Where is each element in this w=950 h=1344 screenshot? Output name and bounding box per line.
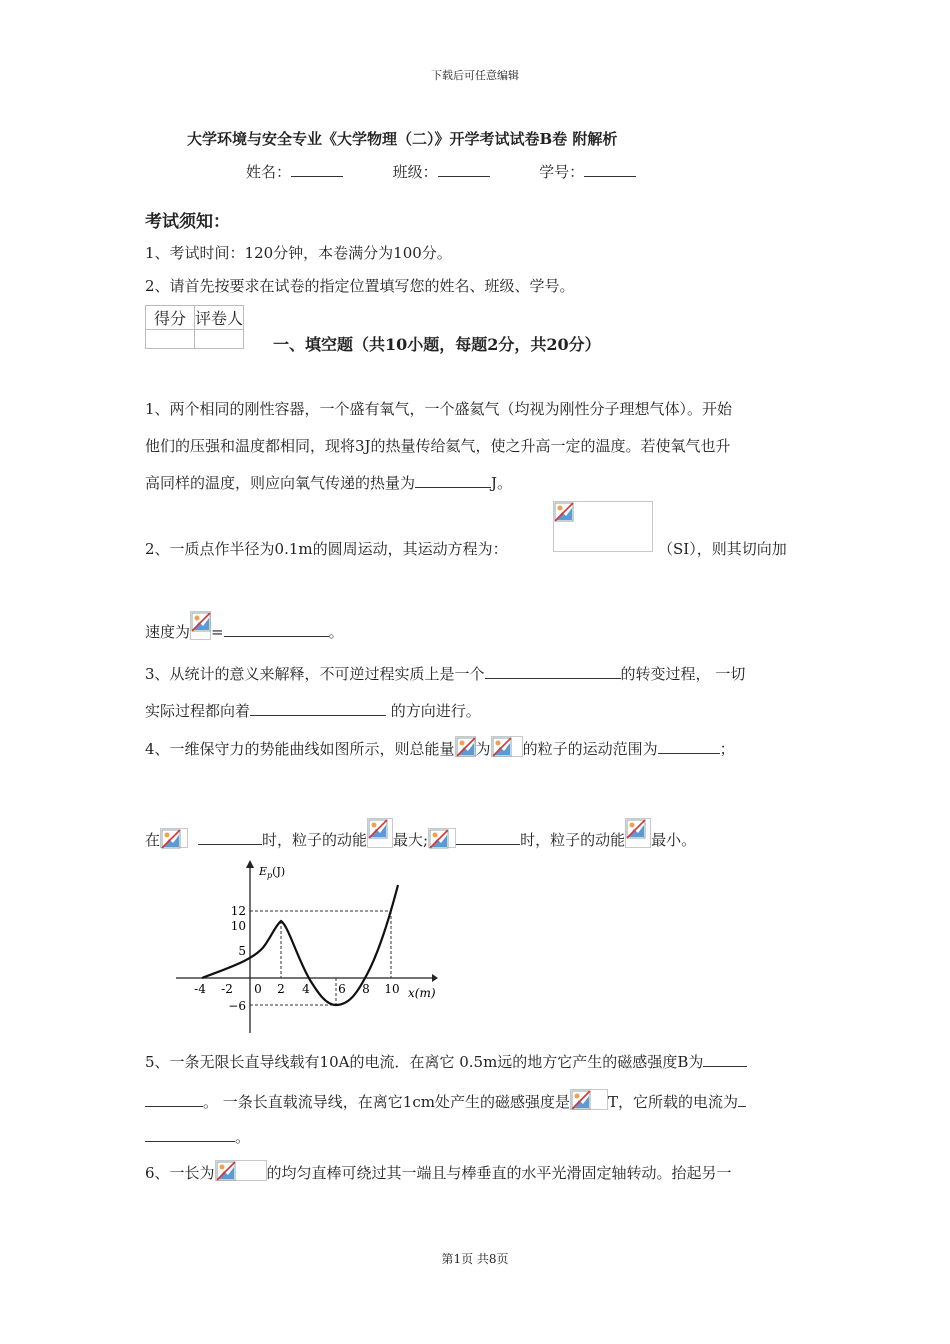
- equation-image: [553, 501, 653, 552]
- q3-text: 3、从统计的意义来解释，不可逆过程实质上是一个: [145, 665, 485, 683]
- q6-line: [145, 1160, 732, 1183]
- x-tick-label: 4: [302, 982, 310, 996]
- y-tick-label: 12: [230, 904, 246, 918]
- q1-blank[interactable]: [415, 486, 491, 488]
- q3-blank[interactable]: [485, 677, 621, 679]
- grader-cell[interactable]: [195, 330, 244, 349]
- q1-line: [145, 472, 512, 493]
- q2-text: 速度为: [145, 623, 191, 641]
- q5-line: [145, 1051, 747, 1072]
- q3-text: 实际过程都向着: [145, 702, 251, 720]
- q1-unit: J。: [491, 474, 513, 492]
- student-info-row: [246, 161, 636, 182]
- notice-heading: 考试须知：: [145, 212, 230, 232]
- equation-image: [625, 818, 651, 848]
- q5-text: 5、一条无限长直导线载有10A的电流．在离它 0.5m远的地方它产生的磁感强度B为: [145, 1053, 704, 1071]
- q4-text: 最小。: [651, 831, 697, 849]
- equation-image: [455, 736, 476, 757]
- q2-text: =: [211, 623, 224, 641]
- y-tick-label: −6: [228, 999, 246, 1013]
- q5-text: 。: [235, 1128, 251, 1146]
- score-cell[interactable]: [146, 330, 195, 349]
- q4-line: [145, 818, 696, 850]
- q5-line: [145, 1089, 746, 1112]
- q4-blank[interactable]: [658, 752, 720, 754]
- q3-line: [145, 663, 745, 684]
- x-axis-label: x(m): [408, 986, 436, 1000]
- q2-blank[interactable]: [224, 635, 329, 637]
- broken-image-icon: [492, 737, 512, 757]
- q2-text: 2、一质点作半径为0.1m的圆周运动，其运动方程为：: [145, 540, 508, 558]
- score-header: 得分: [146, 306, 195, 330]
- q6-text: 6、一长为: [145, 1164, 215, 1182]
- equation-image: [570, 1089, 608, 1110]
- x-tick-label: 8: [362, 982, 370, 996]
- y-axis-arrow: [246, 860, 254, 868]
- x-tick-label: 0: [254, 982, 262, 996]
- q4-line: [145, 736, 735, 759]
- student-id-blank[interactable]: [584, 175, 636, 177]
- x-tick-label: 6: [338, 982, 346, 996]
- equation-image: [367, 818, 393, 848]
- grader-header: 评卷人: [195, 306, 244, 330]
- q3-blank[interactable]: [250, 714, 386, 716]
- name-blank[interactable]: [291, 175, 343, 177]
- broken-image-icon: [571, 1090, 591, 1110]
- equation-image: [491, 736, 523, 757]
- x-tick-label: 2: [277, 982, 285, 996]
- equation-image: [160, 828, 188, 848]
- broken-image-icon: [429, 829, 449, 849]
- notice-item: 2、请首先按要求在试卷的指定位置填写您的姓名、班级、学号。: [145, 277, 575, 295]
- q4-text: 在: [145, 831, 161, 849]
- q4-text: 时，粒子的动能: [262, 831, 368, 849]
- x-axis-arrow: [432, 974, 438, 982]
- q4-text: 为: [475, 740, 491, 758]
- section-heading: 一、填空题（共10小题，每题2分，共20分）: [273, 335, 601, 354]
- q2-line: [145, 611, 344, 642]
- y-tick-label: 5: [238, 944, 246, 958]
- broken-image-icon: [161, 829, 181, 849]
- equation-image: [215, 1160, 267, 1181]
- broken-image-icon: [456, 737, 476, 757]
- equation-image: [190, 611, 211, 640]
- q4-blank[interactable]: [456, 843, 520, 845]
- class-blank[interactable]: [438, 175, 490, 177]
- q1-line: 他们的压强和温度都相同，现将3J的热量传给氦气，使之升高一定的温度。若使氧气也升: [145, 437, 731, 455]
- q1-text: 高同样的温度，则应向氧气传递的热量为: [145, 474, 416, 492]
- q4-text: 最大;: [393, 831, 429, 849]
- q5-text: 。 一条长直载流导线，在离它1cm处产生的磁感强度是: [203, 1093, 570, 1111]
- q5-line: [145, 1126, 250, 1147]
- q4-text: 时，粒子的动能: [520, 831, 626, 849]
- q5-blank[interactable]: [738, 1105, 746, 1107]
- score-table: [145, 305, 244, 349]
- student-id-label: 学号：: [539, 163, 585, 181]
- q2-text: （SI），则其切向加: [658, 540, 787, 558]
- page-header: 下载后可任意编辑: [431, 69, 519, 82]
- q2-text: 。: [328, 623, 344, 641]
- y-axis-label: $E_p(J)$: [259, 865, 286, 880]
- broken-image-icon: [191, 612, 211, 632]
- notice-item: 1、考试时间：120分钟，本卷满分为100分。: [145, 244, 452, 262]
- q3-line: [145, 700, 481, 721]
- broken-image-icon: [626, 819, 646, 839]
- q5-blank[interactable]: [703, 1065, 747, 1067]
- q5-text: T，它所载的电流为: [607, 1093, 738, 1111]
- q4-blank[interactable]: [198, 843, 262, 845]
- page-footer: 第1页 共8页: [441, 1252, 509, 1266]
- x-tick-label: -2: [221, 982, 233, 996]
- broken-image-icon: [368, 819, 388, 839]
- class-label: 班级：: [392, 163, 438, 181]
- q5-blank[interactable]: [145, 1105, 203, 1107]
- equation-image: [428, 828, 456, 848]
- potential-energy-graph: [170, 855, 440, 1035]
- q1-line: 1、两个相同的刚性容器，一个盛有氧气，一个盛氦气（均视为刚性分子理想气体）。开始: [145, 400, 733, 418]
- x-tick-label: -4: [194, 982, 206, 996]
- q6-text: 的均匀直棒可绕过其一端且与棒垂直的水平光滑固定轴转动。抬起另一: [266, 1164, 732, 1182]
- broken-image-icon: [554, 502, 574, 522]
- y-tick-label: 10: [230, 919, 246, 933]
- x-tick-label: 10: [384, 982, 400, 996]
- q3-text: 的方向进行。: [386, 702, 481, 720]
- q4-text: 的粒子的运动范围为: [522, 740, 658, 758]
- q5-blank[interactable]: [145, 1140, 235, 1142]
- q4-text: 4、一维保守力的势能曲线如图所示，则总能量: [145, 740, 455, 758]
- q3-text: 的转变过程， 一切: [620, 665, 746, 683]
- q4-text: ；: [719, 740, 735, 758]
- exam-title: 大学环境与安全专业《大学物理（二）》开学考试试卷B卷 附解析: [187, 130, 618, 148]
- name-label: 姓名：: [246, 163, 292, 181]
- broken-image-icon: [216, 1161, 236, 1181]
